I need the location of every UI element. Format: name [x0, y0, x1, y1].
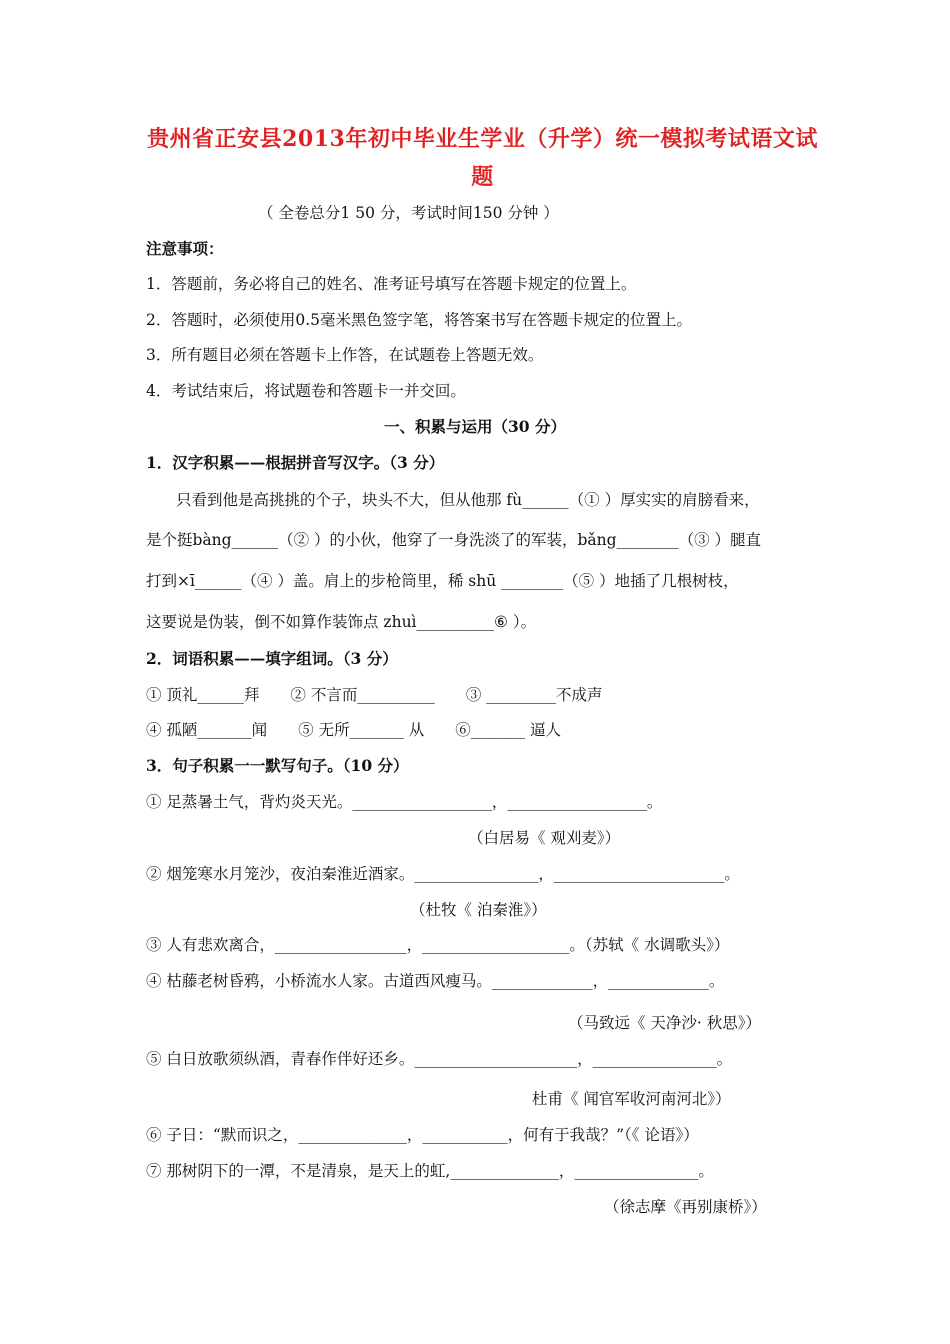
- q3-item-2: ② 烟笼寒水月笼沙，夜泊秦淮近酒家。________________，______________________。: [146, 865, 740, 883]
- q1-line-4: 这要说是伪装，倒不如算作装饰点 zhuì__________⑥ ）。: [146, 613, 537, 631]
- q3-item-4: ④ 枯藤老树昏鸦，小桥流水人家。古道西风瘦马。_____________，_____________。: [146, 972, 725, 990]
- q3-heading: 3．句子积累一一默写句子。（10 分）: [146, 756, 409, 775]
- notice-heading: 注意事项：: [146, 239, 224, 258]
- q3-item-3: ③ 人有悲欢离合，_________________，___________________。（苏轼《 水调歌头》）: [146, 936, 730, 954]
- q3-item-5: ⑤ 白日放歌须纵酒，青春作伴好还乡。_____________________，________________。: [146, 1050, 733, 1068]
- notice-item-2: 2．答题时，必须使用0.5毫米黑色签字笔，将答案书写在答题卡规定的位置上。: [146, 311, 693, 329]
- q2-line-1: ① 顶礼______拜 ② 不言而__________ ③ _________不成声: [146, 686, 603, 704]
- q3-item-2-source: （杜牧《 泊秦淮》）: [410, 901, 547, 919]
- section-heading: 一、积累与运用（30 分）: [384, 417, 566, 436]
- exam-meta: （ 全卷总分1 50 分，考试时间150 分钟 ）: [258, 204, 559, 222]
- q3-item-7: ⑦ 那树阴下的一潭，不是清泉，是天上的虹,______________，________________。: [146, 1162, 714, 1180]
- q2-line-2: ④ 孤陋_______闻 ⑤ 无所_______ 从 ⑥_______ 逼人: [146, 721, 561, 739]
- q2-heading: 2．词语积累——填字组词。（3 分）: [146, 649, 398, 668]
- notice-item-3: 3．所有题目必须在答题卡上作答，在试题卷上答题无效。: [146, 346, 544, 364]
- exam-title-line2: 题: [471, 164, 494, 190]
- q3-item-6: ⑥ 子日：“默而识之，______________，___________，何有于我哉？”（《 论语》）: [146, 1126, 699, 1144]
- exam-title-line1: 贵州省正安县2013年初中毕业生学业（升学）统一模拟考试语文试: [147, 126, 818, 152]
- notice-item-4: 4．考试结束后，将试题卷和答题卡一并交回。: [146, 382, 466, 400]
- q3-item-5-source: 杜甫《 闻官军收河南河北》）: [532, 1090, 731, 1108]
- q3-item-7-source: （徐志摩《再别康桥》）: [604, 1198, 767, 1216]
- q3-item-4-source: （马致远《 天净沙· 秋思》）: [568, 1014, 762, 1032]
- q3-item-1: ① 足蒸暑土气，背灼炎天光。__________________，__________________。: [146, 793, 663, 811]
- q1-heading: 1．汉字积累——根据拼音写汉字。（3 分）: [146, 453, 445, 472]
- q1-line-1: 只看到他是高挑挑的个子，块头不大，但从他那 fù______（① ）厚实实的肩膀看来，: [176, 491, 760, 509]
- q3-item-1-source: （白居易《 观刈麦》）: [468, 829, 621, 847]
- q1-line-2: 是个挺bàng______（② ）的小伙，他穿了一身洗淡了的军装，bǎng________（③ ）腿直: [146, 531, 761, 549]
- q1-line-3: 打到×ī______（④ ）盖。肩上的步枪筒里，稀 shū ________（⑤ ）地插了几根树枝，: [146, 572, 739, 590]
- notice-item-1: 1．答题前，务必将自己的姓名、准考证号填写在答题卡规定的位置上。: [146, 275, 637, 293]
